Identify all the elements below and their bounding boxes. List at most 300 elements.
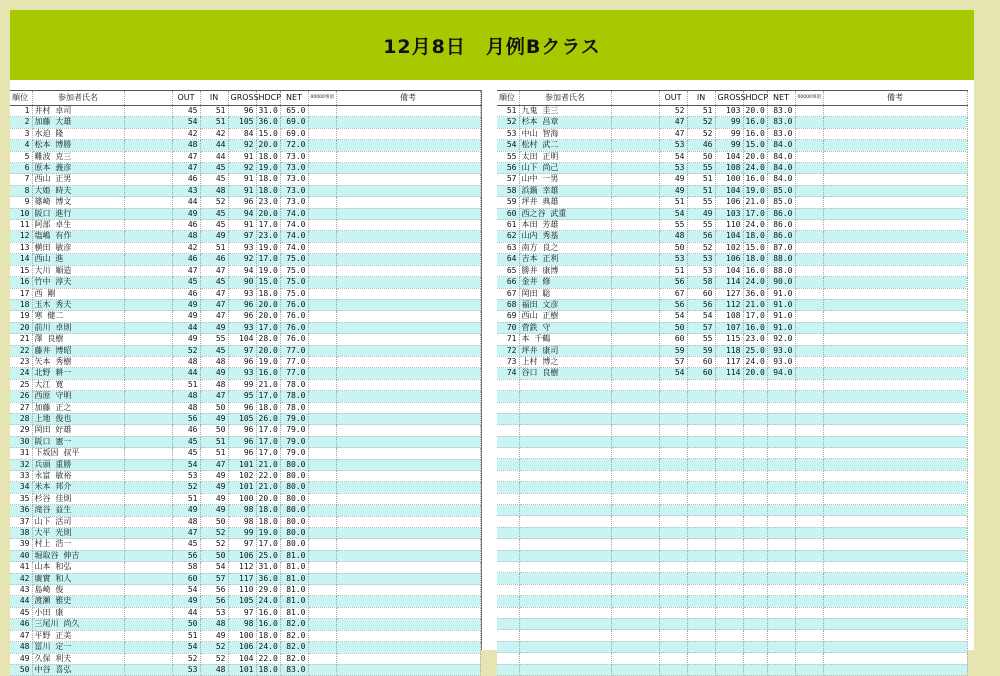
header-net: NET (767, 91, 795, 106)
cell-in: 47 (200, 299, 228, 310)
cell-blank (611, 493, 659, 504)
cell-out (659, 482, 687, 493)
cell-in (687, 505, 715, 516)
cell-out: 54 (172, 117, 200, 128)
cell-in (687, 618, 715, 629)
cell-hdcp: 28.0 (256, 334, 280, 345)
cell-in: 45 (200, 163, 228, 174)
cell-memo (336, 299, 480, 310)
cell-gross: 97 (228, 539, 256, 550)
cell-in (687, 562, 715, 573)
cell-name: 加藤 大雄 (32, 117, 124, 128)
cell-rank: 17 (10, 288, 32, 299)
cell-name: 原本 義彦 (32, 163, 124, 174)
cell-gross (715, 550, 743, 561)
cell-net: 81.0 (280, 573, 308, 584)
cell-blank (124, 197, 172, 208)
cell-net (767, 391, 795, 402)
cell-blank (124, 334, 172, 345)
cell-in: 55 (687, 163, 715, 174)
cell-hdcp: 23.0 (256, 197, 280, 208)
cell-in: 45 (200, 345, 228, 356)
cell-blank (611, 596, 659, 607)
cell-out: 53 (659, 140, 687, 151)
cell-blank (124, 630, 172, 641)
header-extra: 00000事項 (308, 91, 336, 106)
cell-extra (795, 151, 823, 162)
cell-memo (336, 528, 480, 539)
cell-in: 50 (200, 425, 228, 436)
cell-memo (823, 402, 967, 413)
cell-extra (308, 356, 336, 367)
cell-hdcp: 18.0 (743, 231, 767, 242)
cell-in (687, 448, 715, 459)
cell-name: 永富 敏裕 (32, 471, 124, 482)
cell-extra (308, 254, 336, 265)
table-row (497, 220, 967, 231)
cell-out: 51 (172, 630, 200, 641)
cell-extra (308, 459, 336, 470)
cell-gross (715, 505, 743, 516)
cell-net (767, 425, 795, 436)
cell-out: 44 (172, 607, 200, 618)
cell-net: 84.0 (767, 140, 795, 151)
header-out: OUT (172, 91, 200, 106)
cell-hdcp: 19.0 (743, 185, 767, 196)
cell-hdcp: 17.0 (256, 425, 280, 436)
cell-gross: 97 (228, 231, 256, 242)
cell-in: 50 (687, 151, 715, 162)
cell-hdcp: 18.0 (256, 288, 280, 299)
cell-net: 91.0 (767, 299, 795, 310)
cell-name: 谷口 良樹 (519, 368, 611, 379)
cell-rank: 73 (497, 356, 519, 367)
cell-blank (611, 402, 659, 413)
cell-rank (497, 413, 519, 424)
cell-gross: 117 (715, 356, 743, 367)
cell-name (519, 391, 611, 402)
cell-blank (611, 106, 659, 117)
cell-in: 49 (200, 493, 228, 504)
cell-rank (497, 618, 519, 629)
cell-rank (497, 436, 519, 447)
cell-name: 金井 修 (519, 277, 611, 288)
cell-gross (715, 391, 743, 402)
cell-out (659, 379, 687, 390)
cell-in: 60 (687, 288, 715, 299)
cell-name: 浜鍋 幸雄 (519, 185, 611, 196)
cell-memo (336, 391, 480, 402)
table-row (497, 311, 967, 322)
cell-in: 51 (200, 106, 228, 117)
cell-extra (308, 379, 336, 390)
cell-rank (497, 664, 519, 675)
cell-net: 75.0 (280, 288, 308, 299)
cell-gross: 110 (228, 585, 256, 596)
cell-memo (336, 436, 480, 447)
cell-memo (823, 527, 967, 538)
cell-out (659, 402, 687, 413)
cell-out (659, 550, 687, 561)
cell-rank (497, 630, 519, 641)
cell-in: 57 (687, 322, 715, 333)
cell-net (767, 562, 795, 573)
cell-extra (308, 334, 336, 345)
cell-gross: 103 (715, 208, 743, 219)
cell-rank: 38 (10, 528, 32, 539)
cell-blank (611, 607, 659, 618)
cell-hdcp: 21.0 (256, 482, 280, 493)
table-row (10, 379, 480, 390)
table-row (497, 516, 967, 527)
cell-out: 52 (172, 345, 200, 356)
cell-blank (124, 322, 172, 333)
cell-rank: 22 (10, 345, 32, 356)
cell-hdcp (743, 436, 767, 447)
cell-out: 44 (172, 197, 200, 208)
cell-out: 47 (172, 265, 200, 276)
cell-rank: 30 (10, 436, 32, 447)
cell-gross: 92 (228, 163, 256, 174)
cell-net (767, 482, 795, 493)
cell-out (659, 436, 687, 447)
cell-name: 大姫 時夫 (32, 185, 124, 196)
cell-blank (611, 311, 659, 322)
cell-gross (715, 584, 743, 595)
cell-out: 42 (172, 128, 200, 139)
cell-name: 藤井 博昭 (32, 345, 124, 356)
cell-net: 83.0 (280, 664, 308, 675)
cell-memo (336, 368, 480, 379)
cell-net: 73.0 (280, 174, 308, 185)
cell-in (687, 470, 715, 481)
cell-blank (124, 607, 172, 618)
cell-gross: 108 (715, 163, 743, 174)
cell-blank (611, 208, 659, 219)
cell-extra (795, 413, 823, 424)
cell-blank (124, 436, 172, 447)
table-row (10, 368, 480, 379)
table-row (497, 231, 967, 242)
cell-memo (336, 231, 480, 242)
cell-extra (308, 539, 336, 550)
table-row (497, 402, 967, 413)
cell-memo (336, 151, 480, 162)
header-hdcp: HDCP (743, 91, 767, 106)
header-hdcp: HDCP (256, 91, 280, 106)
cell-hdcp: 19.0 (256, 528, 280, 539)
cell-rank: 46 (10, 619, 32, 630)
cell-in: 46 (200, 254, 228, 265)
cell-memo (823, 299, 967, 310)
cell-rank: 36 (10, 505, 32, 516)
cell-in: 48 (200, 619, 228, 630)
table-row (10, 562, 480, 573)
cell-hdcp: 15.0 (256, 277, 280, 288)
cell-net: 80.0 (280, 505, 308, 516)
cell-gross: 100 (228, 630, 256, 641)
cell-rank (497, 482, 519, 493)
cell-net: 85.0 (767, 197, 795, 208)
table-row (10, 106, 480, 117)
cell-net: 84.0 (767, 151, 795, 162)
cell-blank (611, 516, 659, 527)
cell-blank (611, 140, 659, 151)
cell-name: 山下 尚己 (519, 163, 611, 174)
cell-blank (124, 619, 172, 630)
table-row (10, 242, 480, 253)
header-net: NET (280, 91, 308, 106)
cell-out: 46 (172, 220, 200, 231)
cell-blank (124, 505, 172, 516)
cell-out: 48 (172, 231, 200, 242)
table-row (10, 345, 480, 356)
cell-rank: 65 (497, 265, 519, 276)
cell-gross: 103 (715, 106, 743, 117)
cell-name: 寒 健二 (32, 311, 124, 322)
cell-extra (308, 630, 336, 641)
cell-extra (795, 379, 823, 390)
cell-hdcp: 16.0 (743, 322, 767, 333)
cell-blank (611, 356, 659, 367)
cell-name: 太田 正明 (519, 151, 611, 162)
cell-extra (308, 448, 336, 459)
cell-extra (795, 242, 823, 253)
cell-net (767, 550, 795, 561)
table-row (10, 128, 480, 139)
cell-gross: 97 (228, 345, 256, 356)
cell-extra (308, 573, 336, 584)
cell-rank (497, 539, 519, 550)
cell-name: 水迫 隆 (32, 128, 124, 139)
cell-blank (124, 254, 172, 265)
cell-gross: 105 (228, 117, 256, 128)
cell-in: 57 (200, 573, 228, 584)
cell-net: 85.0 (767, 185, 795, 196)
table-row (497, 584, 967, 595)
cell-gross: 104 (715, 231, 743, 242)
cell-out (659, 425, 687, 436)
cell-gross: 96 (228, 299, 256, 310)
cell-out: 45 (172, 448, 200, 459)
cell-rank: 70 (497, 322, 519, 333)
cell-blank (611, 163, 659, 174)
cell-in: 49 (200, 471, 228, 482)
cell-memo (823, 277, 967, 288)
cell-out: 44 (172, 322, 200, 333)
cell-in: 48 (200, 185, 228, 196)
cell-memo (823, 185, 967, 196)
cell-rank: 56 (497, 163, 519, 174)
cell-blank (611, 505, 659, 516)
cell-blank (611, 174, 659, 185)
cell-name: 廣實 和人 (32, 573, 124, 584)
cell-name (519, 618, 611, 629)
cell-in: 49 (200, 322, 228, 333)
cell-blank (611, 584, 659, 595)
cell-hdcp: 18.0 (256, 151, 280, 162)
cell-net: 79.0 (280, 436, 308, 447)
cell-blank (124, 128, 172, 139)
cell-in: 53 (200, 607, 228, 618)
cell-out: 54 (172, 459, 200, 470)
cell-blank (124, 425, 172, 436)
cell-blank (611, 482, 659, 493)
cell-net: 74.0 (280, 242, 308, 253)
cell-memo (336, 322, 480, 333)
cell-out (659, 562, 687, 573)
cell-name (519, 493, 611, 504)
table-row (10, 653, 480, 664)
cell-rank: 20 (10, 322, 32, 333)
cell-out: 53 (172, 664, 200, 675)
cell-hdcp: 22.0 (256, 471, 280, 482)
cell-memo (823, 459, 967, 470)
cell-in: 55 (687, 220, 715, 231)
cell-gross: 100 (228, 493, 256, 504)
cell-memo (336, 265, 480, 276)
cell-name: 松本 博勝 (32, 140, 124, 151)
cell-net: 76.0 (280, 322, 308, 333)
cell-net: 73.0 (280, 163, 308, 174)
cell-name (519, 653, 611, 664)
cell-rank (497, 448, 519, 459)
cell-hdcp: 17.0 (256, 322, 280, 333)
cell-rank: 67 (497, 288, 519, 299)
table-row (10, 231, 480, 242)
header-blank (124, 91, 172, 106)
cell-net (767, 641, 795, 652)
cell-memo (336, 664, 480, 675)
cell-extra (795, 220, 823, 231)
cell-net: 80.0 (280, 493, 308, 504)
cell-memo (823, 664, 967, 675)
cell-rank (497, 493, 519, 504)
cell-out: 46 (172, 254, 200, 265)
cell-memo (336, 311, 480, 322)
cell-in: 47 (200, 459, 228, 470)
cell-out (659, 459, 687, 470)
cell-gross: 112 (228, 562, 256, 573)
cell-in (687, 630, 715, 641)
cell-blank (611, 550, 659, 561)
cell-net: 93.0 (767, 356, 795, 367)
cell-extra (795, 482, 823, 493)
cell-rank: 15 (10, 265, 32, 276)
cell-out: 67 (659, 288, 687, 299)
cell-extra (795, 208, 823, 219)
cell-net: 75.0 (280, 265, 308, 276)
cell-hdcp: 18.0 (256, 402, 280, 413)
cell-rank: 11 (10, 220, 32, 231)
cell-in: 52 (200, 528, 228, 539)
table-row (497, 151, 967, 162)
cell-hdcp: 15.0 (256, 128, 280, 139)
cell-in: 55 (687, 334, 715, 345)
cell-blank (611, 322, 659, 333)
cell-blank (124, 573, 172, 584)
cell-hdcp: 24.0 (256, 642, 280, 653)
cell-gross (715, 493, 743, 504)
cell-in: 47 (200, 288, 228, 299)
cell-extra (308, 664, 336, 675)
cell-net (767, 653, 795, 664)
cell-hdcp: 19.0 (256, 242, 280, 253)
table-row (497, 299, 967, 310)
cell-name: 玉木 秀夫 (32, 299, 124, 310)
cell-memo (336, 607, 480, 618)
cell-name (519, 630, 611, 641)
cell-hdcp: 16.0 (256, 607, 280, 618)
cell-extra (308, 117, 336, 128)
cell-extra (308, 345, 336, 356)
cell-out: 49 (659, 174, 687, 185)
cell-extra (795, 265, 823, 276)
cell-rank: 21 (10, 334, 32, 345)
table-row (10, 482, 480, 493)
cell-blank (611, 128, 659, 139)
cell-out: 54 (659, 311, 687, 322)
cell-memo (823, 482, 967, 493)
cell-extra (308, 220, 336, 231)
cell-extra (795, 459, 823, 470)
table-row (497, 607, 967, 618)
cell-hdcp: 36.0 (256, 573, 280, 584)
cell-name: 松村 武二 (519, 140, 611, 151)
cell-in (687, 596, 715, 607)
cell-blank (611, 254, 659, 265)
cell-hdcp: 24.0 (743, 277, 767, 288)
cell-in: 45 (200, 208, 228, 219)
cell-blank (124, 653, 172, 664)
cell-name: 大川 順造 (32, 265, 124, 276)
cell-rank: 60 (497, 208, 519, 219)
cell-blank (124, 242, 172, 253)
cell-name: 南方 良之 (519, 242, 611, 253)
cell-rank: 32 (10, 459, 32, 470)
cell-net: 74.0 (280, 231, 308, 242)
cell-rank: 49 (10, 653, 32, 664)
cell-gross: 96 (228, 356, 256, 367)
cell-memo (823, 470, 967, 481)
cell-memo (823, 106, 967, 117)
cell-memo (823, 151, 967, 162)
cell-blank (124, 345, 172, 356)
table-row (497, 322, 967, 333)
table-row (10, 208, 480, 219)
cell-gross (715, 402, 743, 413)
cell-in: 51 (687, 106, 715, 117)
cell-net: 81.0 (280, 585, 308, 596)
cell-out: 56 (659, 277, 687, 288)
header-gross: GROSS (228, 91, 256, 106)
cell-out: 54 (659, 368, 687, 379)
cell-rank: 64 (497, 254, 519, 265)
cell-in: 59 (687, 345, 715, 356)
table-row (497, 277, 967, 288)
cell-blank (611, 151, 659, 162)
cell-net: 77.0 (280, 356, 308, 367)
cell-extra (795, 470, 823, 481)
cell-extra (308, 596, 336, 607)
cell-memo (823, 573, 967, 584)
cell-out: 60 (659, 334, 687, 345)
cell-hdcp (743, 448, 767, 459)
cell-memo (336, 208, 480, 219)
table-row (497, 482, 967, 493)
table-row (10, 539, 480, 550)
cell-name: 阪口 進行 (32, 208, 124, 219)
